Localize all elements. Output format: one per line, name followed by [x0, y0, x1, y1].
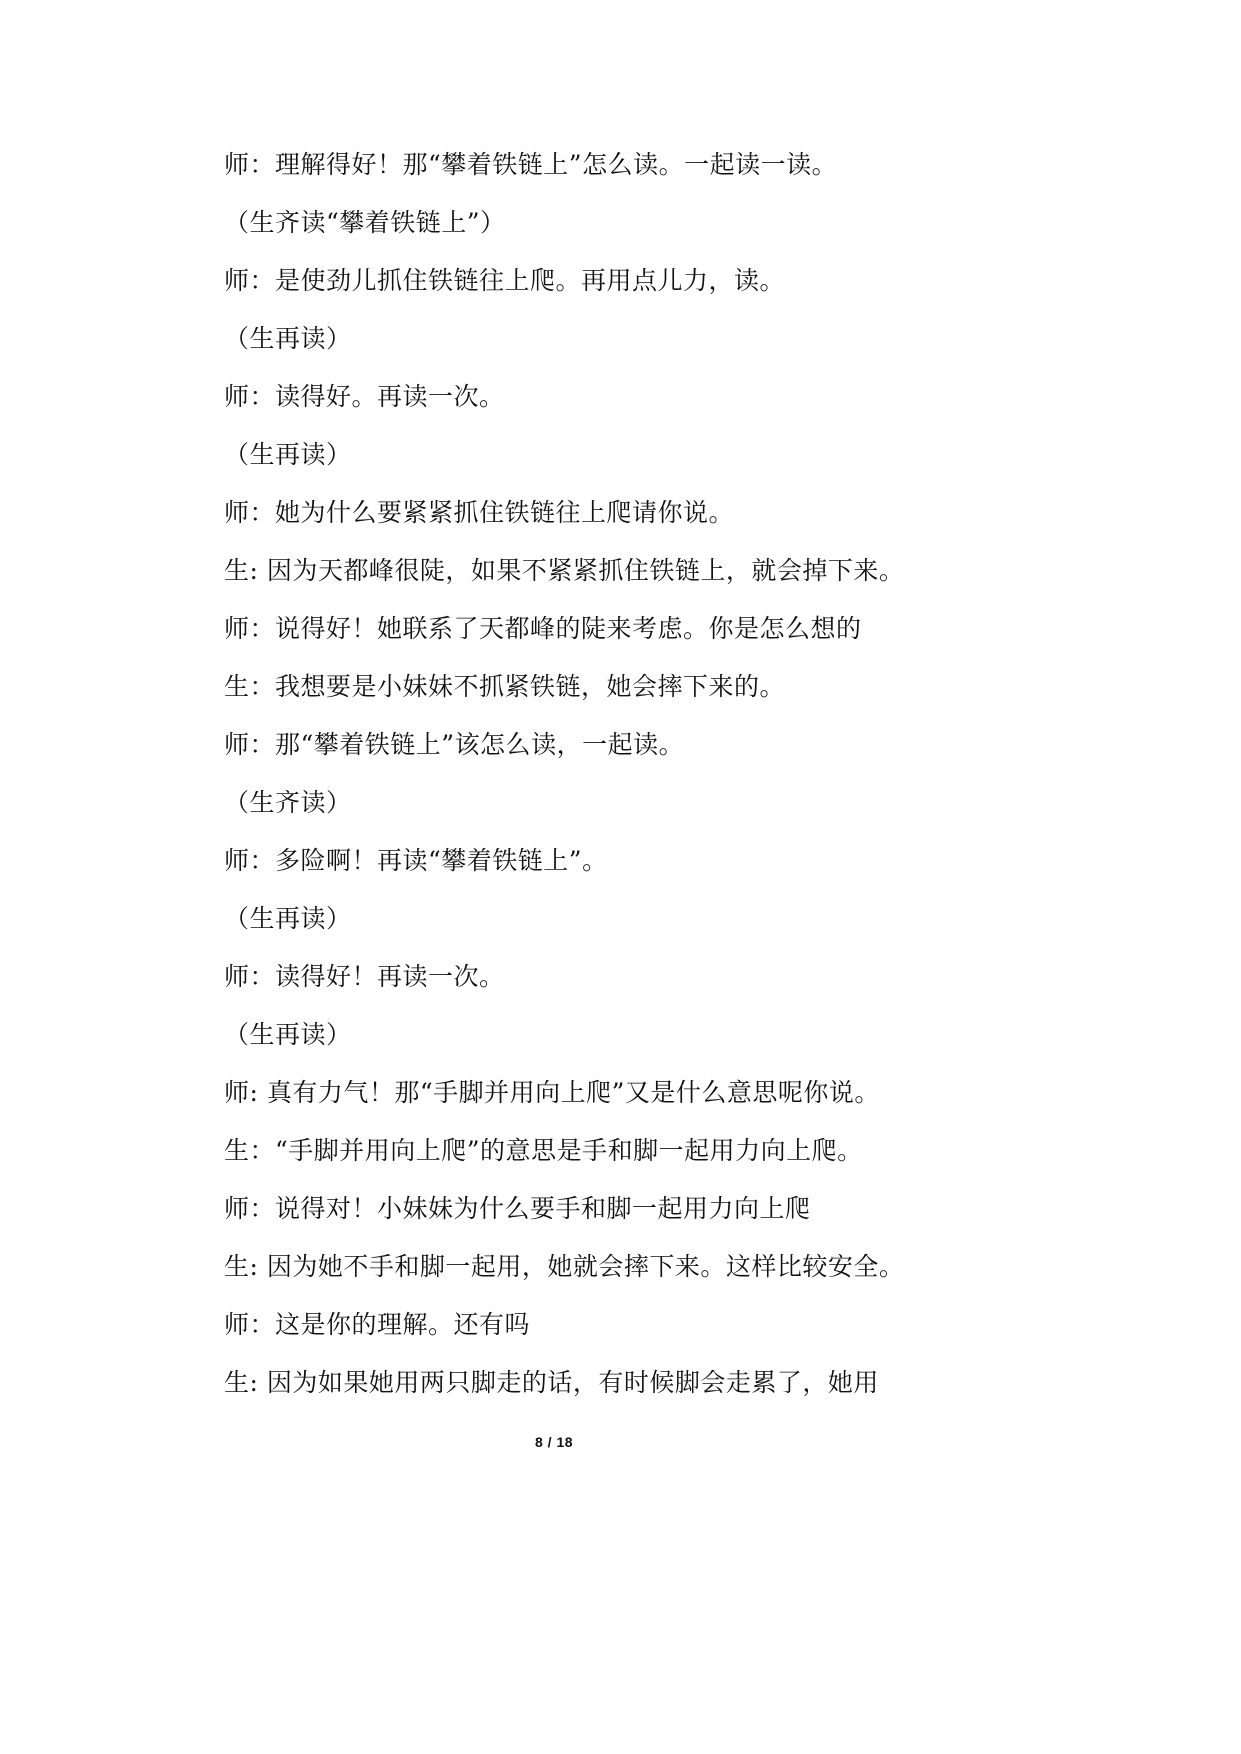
transcript-line: （生再读） [224, 440, 352, 469]
transcript-body [224, 145, 964, 1421]
transcript-line: 生: 因为天都峰很陡，如果不紧紧抓住铁链上，就会掉下来。 [224, 556, 905, 585]
transcript-line: （生再读） [224, 1020, 352, 1049]
transcript-line: 师：那“攀着铁链上”该怎么读，一起读。 [224, 730, 685, 759]
transcript-line: （生再读） [224, 324, 352, 353]
transcript-line: 师：说得好！她联系了天都峰的陡来考虑。你是怎么想的 [224, 614, 862, 643]
transcript-line: 生: 因为如果她用两只脚走的话，有时候脚会走累了，她用 [224, 1368, 879, 1397]
transcript-line: 师：她为什么要紧紧抓住铁链往上爬请你说。 [224, 498, 735, 527]
page-number: 8 / 18 [534, 1434, 574, 1450]
transcript-line: 师：是使劲儿抓住铁链往上爬。再用点儿力，读。 [224, 266, 786, 295]
transcript-line: 师：这是你的理解。还有吗 [224, 1310, 531, 1339]
transcript-line: 师：说得对！小妹妹为什么要手和脚一起用力向上爬 [224, 1194, 811, 1223]
transcript-line: 师：读得好！再读一次。 [224, 962, 505, 991]
transcript-line: 生：我想要是小妹妹不抓紧铁链，她会摔下来的。 [224, 672, 786, 701]
transcript-line: （生齐读“攀着铁链上”） [224, 208, 506, 237]
transcript-line: （生再读） [224, 904, 352, 933]
transcript-line: 师：读得好。再读一次。 [224, 382, 505, 411]
transcript-line: 师：理解得好！那“攀着铁链上”怎么读。一起读一读。 [224, 150, 838, 179]
transcript-line: 师：多险啊！再读“攀着铁链上”。 [224, 846, 608, 875]
transcript-line: （生齐读） [224, 788, 352, 817]
transcript-line: 生：“手脚并用向上爬”的意思是手和脚一起用力向上爬。 [224, 1136, 863, 1165]
transcript-line: 师: 真有力气！那“手脚并用向上爬”又是什么意思呢你说。 [224, 1078, 880, 1107]
transcript-line: 生: 因为她不手和脚一起用，她就会摔下来。这样比较安全。 [224, 1252, 905, 1281]
